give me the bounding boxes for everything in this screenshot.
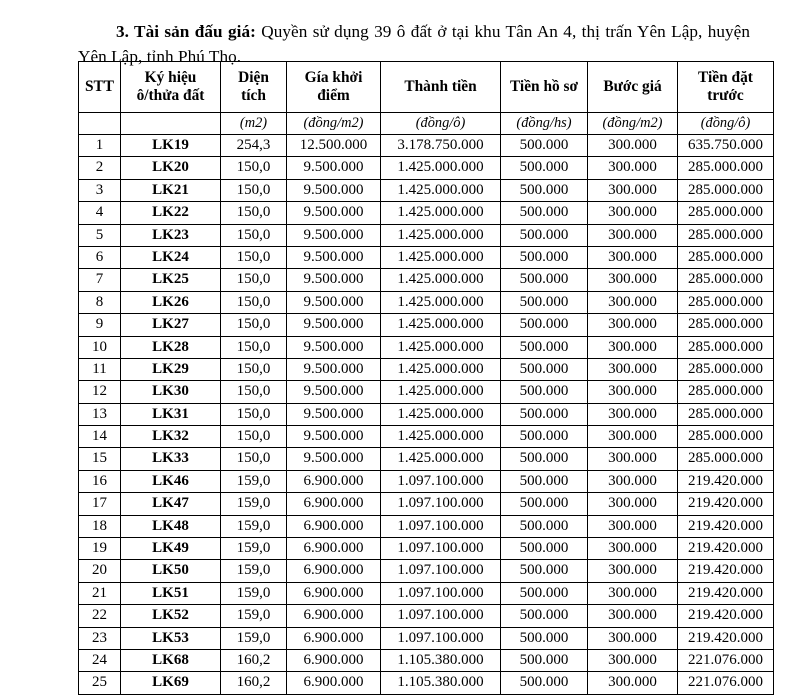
cell-symbol: LK24 xyxy=(121,246,221,268)
unit-cell-1 xyxy=(121,113,221,135)
cell-total: 1.105.380.000 xyxy=(381,649,501,671)
cell-step: 300.000 xyxy=(588,448,678,470)
column-header-4 xyxy=(381,62,501,113)
cell-area: 159,0 xyxy=(221,582,287,604)
cell-deposit: 285.000.000 xyxy=(678,314,774,336)
cell-fee: 500.000 xyxy=(501,515,588,537)
cell-stt: 2 xyxy=(79,157,121,179)
cell-stt: 18 xyxy=(79,515,121,537)
cell-start-price: 9.500.000 xyxy=(287,448,381,470)
cell-total: 1.097.100.000 xyxy=(381,470,501,492)
header-row xyxy=(79,62,774,113)
cell-step: 300.000 xyxy=(588,269,678,291)
cell-start-price: 9.500.000 xyxy=(287,157,381,179)
cell-total: 1.105.380.000 xyxy=(381,672,501,694)
cell-stt: 10 xyxy=(79,336,121,358)
cell-fee: 500.000 xyxy=(501,179,588,201)
table-row xyxy=(79,403,774,425)
cell-step: 300.000 xyxy=(588,627,678,649)
cell-symbol: LK53 xyxy=(121,627,221,649)
cell-start-price: 9.500.000 xyxy=(287,358,381,380)
table-row xyxy=(79,515,774,537)
cell-total: 1.097.100.000 xyxy=(381,538,501,560)
auction-assets-table xyxy=(78,61,774,695)
cell-fee: 500.000 xyxy=(501,582,588,604)
cell-step: 300.000 xyxy=(588,202,678,224)
cell-deposit: 219.420.000 xyxy=(678,627,774,649)
cell-step: 300.000 xyxy=(588,538,678,560)
cell-area: 159,0 xyxy=(221,493,287,515)
cell-total: 1.425.000.000 xyxy=(381,448,501,470)
column-header-line: điểm xyxy=(317,87,350,104)
intro-lead-label: 3. Tài sản đấu giá: xyxy=(116,22,256,42)
cell-fee: 500.000 xyxy=(501,560,588,582)
cell-area: 150,0 xyxy=(221,448,287,470)
unit-cell-6: (đồng/m2) xyxy=(588,113,678,135)
cell-area: 150,0 xyxy=(221,269,287,291)
table-row xyxy=(79,179,774,201)
cell-deposit: 285.000.000 xyxy=(678,269,774,291)
cell-deposit: 285.000.000 xyxy=(678,336,774,358)
cell-symbol: LK19 xyxy=(121,135,221,157)
table-row xyxy=(79,246,774,268)
cell-start-price: 9.500.000 xyxy=(287,179,381,201)
cell-deposit: 285.000.000 xyxy=(678,381,774,403)
table-body xyxy=(79,135,774,695)
cell-total: 1.097.100.000 xyxy=(381,493,501,515)
table-row xyxy=(79,672,774,694)
cell-start-price: 9.500.000 xyxy=(287,202,381,224)
cell-symbol: LK31 xyxy=(121,403,221,425)
column-header-line: Ký hiệu xyxy=(144,69,197,87)
cell-fee: 500.000 xyxy=(501,291,588,313)
cell-total: 1.097.100.000 xyxy=(381,605,501,627)
cell-deposit: 219.420.000 xyxy=(678,582,774,604)
intro-body-text: Quyền sử dụng 39 ô đất ở tại khu Tân An 4, thị trấn Yên Lập, huyện Yên Lập, tỉnh Phú Thọ. xyxy=(78,22,750,67)
cell-stt: 13 xyxy=(79,403,121,425)
cell-start-price: 6.900.000 xyxy=(287,649,381,671)
cell-deposit: 219.420.000 xyxy=(678,470,774,492)
cell-start-price: 6.900.000 xyxy=(287,672,381,694)
cell-fee: 500.000 xyxy=(501,605,588,627)
cell-symbol: LK32 xyxy=(121,426,221,448)
cell-start-price: 6.900.000 xyxy=(287,470,381,492)
cell-deposit: 285.000.000 xyxy=(678,179,774,201)
table-row xyxy=(79,582,774,604)
cell-symbol: LK33 xyxy=(121,448,221,470)
unit-cell-5: (đồng/hs) xyxy=(501,113,588,135)
cell-fee: 500.000 xyxy=(501,135,588,157)
cell-deposit: 635.750.000 xyxy=(678,135,774,157)
cell-total: 1.097.100.000 xyxy=(381,560,501,582)
cell-fee: 500.000 xyxy=(501,157,588,179)
column-header-line: Thành tiền xyxy=(404,78,477,96)
cell-step: 300.000 xyxy=(588,493,678,515)
cell-step: 300.000 xyxy=(588,582,678,604)
table-row xyxy=(79,470,774,492)
cell-deposit: 219.420.000 xyxy=(678,538,774,560)
table-row xyxy=(79,157,774,179)
cell-symbol: LK30 xyxy=(121,381,221,403)
cell-symbol: LK25 xyxy=(121,269,221,291)
column-header-5 xyxy=(501,62,588,113)
cell-stt: 14 xyxy=(79,426,121,448)
cell-stt: 11 xyxy=(79,358,121,380)
cell-deposit: 285.000.000 xyxy=(678,291,774,313)
table-row xyxy=(79,336,774,358)
cell-total: 1.425.000.000 xyxy=(381,381,501,403)
cell-step: 300.000 xyxy=(588,135,678,157)
cell-stt: 17 xyxy=(79,493,121,515)
cell-step: 300.000 xyxy=(588,314,678,336)
cell-area: 159,0 xyxy=(221,470,287,492)
column-header-2 xyxy=(221,62,287,113)
cell-area: 150,0 xyxy=(221,403,287,425)
unit-cell-7: (đồng/ô) xyxy=(678,113,774,135)
cell-stt: 15 xyxy=(79,448,121,470)
cell-area: 150,0 xyxy=(221,314,287,336)
cell-fee: 500.000 xyxy=(501,448,588,470)
units-row xyxy=(79,113,774,135)
table-header xyxy=(79,62,774,135)
cell-deposit: 285.000.000 xyxy=(678,224,774,246)
cell-fee: 500.000 xyxy=(501,336,588,358)
cell-area: 150,0 xyxy=(221,291,287,313)
cell-stt: 19 xyxy=(79,538,121,560)
cell-deposit: 221.076.000 xyxy=(678,672,774,694)
cell-start-price: 9.500.000 xyxy=(287,269,381,291)
cell-total: 1.425.000.000 xyxy=(381,358,501,380)
cell-start-price: 6.900.000 xyxy=(287,560,381,582)
cell-total: 1.097.100.000 xyxy=(381,627,501,649)
table-row xyxy=(79,314,774,336)
cell-fee: 500.000 xyxy=(501,202,588,224)
cell-step: 300.000 xyxy=(588,403,678,425)
cell-area: 150,0 xyxy=(221,426,287,448)
column-header-line: Tiền đặt xyxy=(698,69,753,87)
cell-deposit: 285.000.000 xyxy=(678,403,774,425)
cell-stt: 7 xyxy=(79,269,121,291)
cell-stt: 20 xyxy=(79,560,121,582)
unit-cell-0 xyxy=(79,113,121,135)
cell-start-price: 6.900.000 xyxy=(287,605,381,627)
cell-total: 1.425.000.000 xyxy=(381,157,501,179)
cell-fee: 500.000 xyxy=(501,358,588,380)
table-row xyxy=(79,649,774,671)
cell-area: 150,0 xyxy=(221,157,287,179)
cell-stt: 25 xyxy=(79,672,121,694)
cell-symbol: LK48 xyxy=(121,515,221,537)
cell-step: 300.000 xyxy=(588,649,678,671)
table-row xyxy=(79,493,774,515)
cell-stt: 23 xyxy=(79,627,121,649)
cell-area: 150,0 xyxy=(221,336,287,358)
cell-total: 1.425.000.000 xyxy=(381,246,501,268)
cell-deposit: 285.000.000 xyxy=(678,157,774,179)
cell-symbol: LK46 xyxy=(121,470,221,492)
cell-symbol: LK52 xyxy=(121,605,221,627)
table-row xyxy=(79,538,774,560)
cell-area: 150,0 xyxy=(221,358,287,380)
cell-symbol: LK69 xyxy=(121,672,221,694)
column-header-line: STT xyxy=(84,78,115,96)
table-row xyxy=(79,202,774,224)
cell-fee: 500.000 xyxy=(501,381,588,403)
cell-total: 1.425.000.000 xyxy=(381,202,501,224)
cell-symbol: LK49 xyxy=(121,538,221,560)
column-header-3 xyxy=(287,62,381,113)
cell-symbol: LK21 xyxy=(121,179,221,201)
cell-step: 300.000 xyxy=(588,291,678,313)
table-row xyxy=(79,560,774,582)
cell-area: 159,0 xyxy=(221,605,287,627)
cell-deposit: 285.000.000 xyxy=(678,426,774,448)
cell-start-price: 9.500.000 xyxy=(287,291,381,313)
cell-symbol: LK47 xyxy=(121,493,221,515)
column-header-1 xyxy=(121,62,221,113)
cell-step: 300.000 xyxy=(588,672,678,694)
cell-start-price: 9.500.000 xyxy=(287,426,381,448)
column-header-line: Diện xyxy=(238,69,269,87)
cell-total: 1.425.000.000 xyxy=(381,224,501,246)
cell-deposit: 219.420.000 xyxy=(678,605,774,627)
table-row xyxy=(79,135,774,157)
table-row xyxy=(79,605,774,627)
cell-stt: 21 xyxy=(79,582,121,604)
unit-cell-3: (đồng/m2) xyxy=(287,113,381,135)
cell-deposit: 285.000.000 xyxy=(678,202,774,224)
cell-symbol: LK20 xyxy=(121,157,221,179)
cell-fee: 500.000 xyxy=(501,426,588,448)
cell-step: 300.000 xyxy=(588,426,678,448)
cell-total: 1.425.000.000 xyxy=(381,291,501,313)
cell-total: 1.425.000.000 xyxy=(381,179,501,201)
cell-symbol: LK22 xyxy=(121,202,221,224)
cell-stt: 6 xyxy=(79,246,121,268)
cell-step: 300.000 xyxy=(588,470,678,492)
cell-total: 1.425.000.000 xyxy=(381,336,501,358)
cell-fee: 500.000 xyxy=(501,403,588,425)
cell-area: 254,3 xyxy=(221,135,287,157)
column-header-0 xyxy=(79,62,121,113)
cell-step: 300.000 xyxy=(588,179,678,201)
column-header-line: Tiền hồ sơ xyxy=(509,78,579,96)
cell-deposit: 219.420.000 xyxy=(678,493,774,515)
cell-fee: 500.000 xyxy=(501,493,588,515)
unit-cell-2: (m2) xyxy=(221,113,287,135)
unit-cell-4: (đồng/ô) xyxy=(381,113,501,135)
cell-total: 1.425.000.000 xyxy=(381,269,501,291)
cell-step: 300.000 xyxy=(588,224,678,246)
cell-fee: 500.000 xyxy=(501,538,588,560)
cell-area: 150,0 xyxy=(221,381,287,403)
cell-start-price: 6.900.000 xyxy=(287,582,381,604)
cell-fee: 500.000 xyxy=(501,672,588,694)
cell-area: 160,2 xyxy=(221,649,287,671)
cell-start-price: 9.500.000 xyxy=(287,336,381,358)
cell-start-price: 6.900.000 xyxy=(287,515,381,537)
cell-area: 159,0 xyxy=(221,627,287,649)
cell-step: 300.000 xyxy=(588,246,678,268)
cell-stt: 3 xyxy=(79,179,121,201)
cell-step: 300.000 xyxy=(588,515,678,537)
cell-total: 1.425.000.000 xyxy=(381,426,501,448)
column-header-line: ô/thửa đất xyxy=(136,87,205,104)
cell-stt: 24 xyxy=(79,649,121,671)
cell-symbol: LK51 xyxy=(121,582,221,604)
cell-stt: 8 xyxy=(79,291,121,313)
cell-area: 150,0 xyxy=(221,224,287,246)
cell-stt: 4 xyxy=(79,202,121,224)
table-row xyxy=(79,291,774,313)
cell-start-price: 9.500.000 xyxy=(287,381,381,403)
cell-start-price: 12.500.000 xyxy=(287,135,381,157)
cell-stt: 12 xyxy=(79,381,121,403)
cell-total: 1.097.100.000 xyxy=(381,515,501,537)
cell-start-price: 9.500.000 xyxy=(287,246,381,268)
cell-deposit: 285.000.000 xyxy=(678,358,774,380)
cell-step: 300.000 xyxy=(588,560,678,582)
table-row xyxy=(79,224,774,246)
cell-deposit: 219.420.000 xyxy=(678,560,774,582)
cell-symbol: LK28 xyxy=(121,336,221,358)
cell-symbol: LK26 xyxy=(121,291,221,313)
cell-symbol: LK68 xyxy=(121,649,221,671)
table-row xyxy=(79,448,774,470)
cell-start-price: 6.900.000 xyxy=(287,493,381,515)
cell-deposit: 285.000.000 xyxy=(678,448,774,470)
column-header-7 xyxy=(678,62,774,113)
cell-step: 300.000 xyxy=(588,336,678,358)
cell-fee: 500.000 xyxy=(501,470,588,492)
cell-deposit: 221.076.000 xyxy=(678,649,774,671)
column-header-line: trước xyxy=(707,87,744,104)
cell-total: 3.178.750.000 xyxy=(381,135,501,157)
cell-total: 1.425.000.000 xyxy=(381,403,501,425)
cell-total: 1.425.000.000 xyxy=(381,314,501,336)
column-header-line: tích xyxy=(241,87,266,104)
cell-fee: 500.000 xyxy=(501,627,588,649)
cell-area: 160,2 xyxy=(221,672,287,694)
cell-step: 300.000 xyxy=(588,605,678,627)
cell-stt: 22 xyxy=(79,605,121,627)
cell-symbol: LK23 xyxy=(121,224,221,246)
cell-start-price: 9.500.000 xyxy=(287,403,381,425)
cell-deposit: 285.000.000 xyxy=(678,246,774,268)
cell-stt: 9 xyxy=(79,314,121,336)
cell-area: 159,0 xyxy=(221,560,287,582)
cell-step: 300.000 xyxy=(588,381,678,403)
cell-area: 159,0 xyxy=(221,515,287,537)
cell-deposit: 219.420.000 xyxy=(678,515,774,537)
cell-total: 1.097.100.000 xyxy=(381,582,501,604)
table-row xyxy=(79,627,774,649)
column-header-line: Bước giá xyxy=(603,78,662,96)
cell-symbol: LK29 xyxy=(121,358,221,380)
table-row xyxy=(79,269,774,291)
cell-area: 150,0 xyxy=(221,246,287,268)
table-row xyxy=(79,381,774,403)
cell-start-price: 9.500.000 xyxy=(287,314,381,336)
cell-start-price: 6.900.000 xyxy=(287,627,381,649)
cell-fee: 500.000 xyxy=(501,224,588,246)
cell-symbol: LK50 xyxy=(121,560,221,582)
cell-fee: 500.000 xyxy=(501,314,588,336)
cell-fee: 500.000 xyxy=(501,269,588,291)
cell-stt: 5 xyxy=(79,224,121,246)
cell-stt: 16 xyxy=(79,470,121,492)
column-header-6 xyxy=(588,62,678,113)
cell-area: 150,0 xyxy=(221,202,287,224)
auction-table-container xyxy=(78,61,763,695)
cell-step: 300.000 xyxy=(588,358,678,380)
table-row xyxy=(79,358,774,380)
cell-start-price: 6.900.000 xyxy=(287,538,381,560)
cell-area: 150,0 xyxy=(221,179,287,201)
cell-fee: 500.000 xyxy=(501,246,588,268)
cell-fee: 500.000 xyxy=(501,649,588,671)
cell-stt: 1 xyxy=(79,135,121,157)
cell-area: 159,0 xyxy=(221,538,287,560)
cell-symbol: LK27 xyxy=(121,314,221,336)
table-row xyxy=(79,426,774,448)
cell-step: 300.000 xyxy=(588,157,678,179)
column-header-line: Gía khởi xyxy=(304,69,363,87)
cell-start-price: 9.500.000 xyxy=(287,224,381,246)
